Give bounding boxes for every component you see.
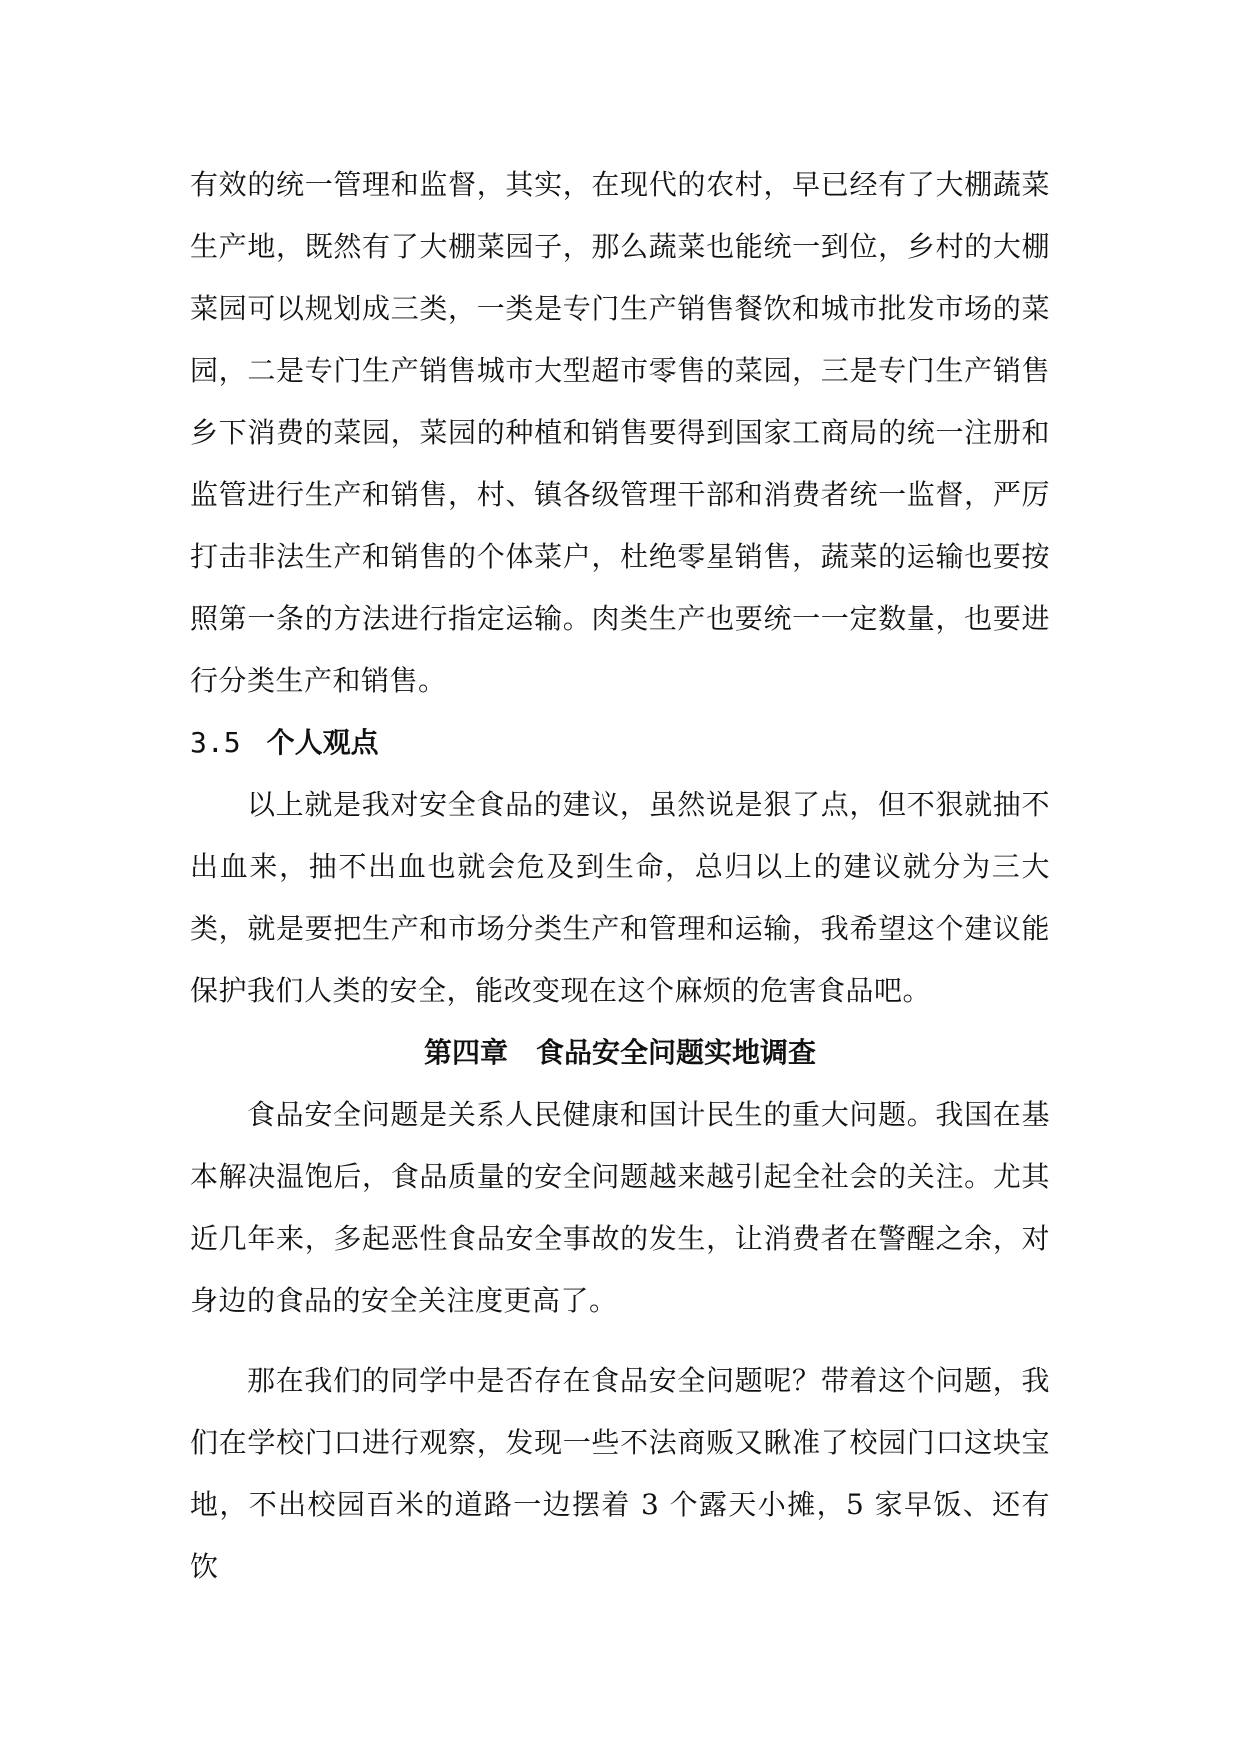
section-heading-3-5 [190, 712, 1050, 774]
body-paragraph-food-safety-intro: 食品安全问题是关系人民健康和国计民生的重大问题。我国在基本解决温饱后，食品质量的安全问题越来越引起全社会的关注。尤其近几年来，多起恶性食品安全事故的发生，让消费者在警醒之余，对身边的食品的安全关注度更高了。 [190, 1098, 1050, 1317]
chapter-number: 第四章 [423, 1036, 508, 1069]
body-paragraph-school-investigation: 那在我们的同学中是否存在食品安全问题呢？带着这个问题，我们在学校门口进行观察，发现一些不法商贩又瞅准了校园门口这块宝地，不出校园百米的道路一边摆着 3 个露天小摊，5 家早饭、还有饮 [190, 1364, 1050, 1583]
section-title: 个人观点 [266, 726, 379, 759]
body-paragraph-personal-view: 以上就是我对安全食品的建议，虽然说是狠了点，但不狠就抽不出血来，抽不出血也就会危及到生命，总归以上的建议就分为三大类，就是要把生产和市场分类生产和管理和运输，我希望这个建议能保护我们人类的安全，能改变现在这个麻烦的危害食品吧。 [190, 788, 1050, 1007]
section-number: 3.5 [190, 726, 241, 759]
document-body [190, 154, 1050, 1598]
chapter-title: 食品安全问题实地调查 [536, 1036, 817, 1069]
chapter-heading-4 [190, 1022, 1050, 1084]
body-paragraph-vegetable-management: 有效的统一管理和监督，其实，在现代的农村，早已经有了大棚蔬菜生产地，既然有了大棚菜园子，那么蔬菜也能统一到位，乡村的大棚菜园可以规划成三类，一类是专门生产销售餐饮和城市批发市场的菜园，二是专门生产销售城市大型超市零售的菜园，三是专门生产销售乡下消费的菜园，菜园的种植和销售要得到国家工商局的统一注册和监管进行生产和销售，村、镇各级管理干部和消费者统一监督，严厉打击非法生产和销售的个体菜户，杜绝零星销售，蔬菜的运输也要按照第一条的方法进行指定运输。肉类生产也要统一一定数量，也要进行分类生产和销售。 [190, 168, 1050, 697]
